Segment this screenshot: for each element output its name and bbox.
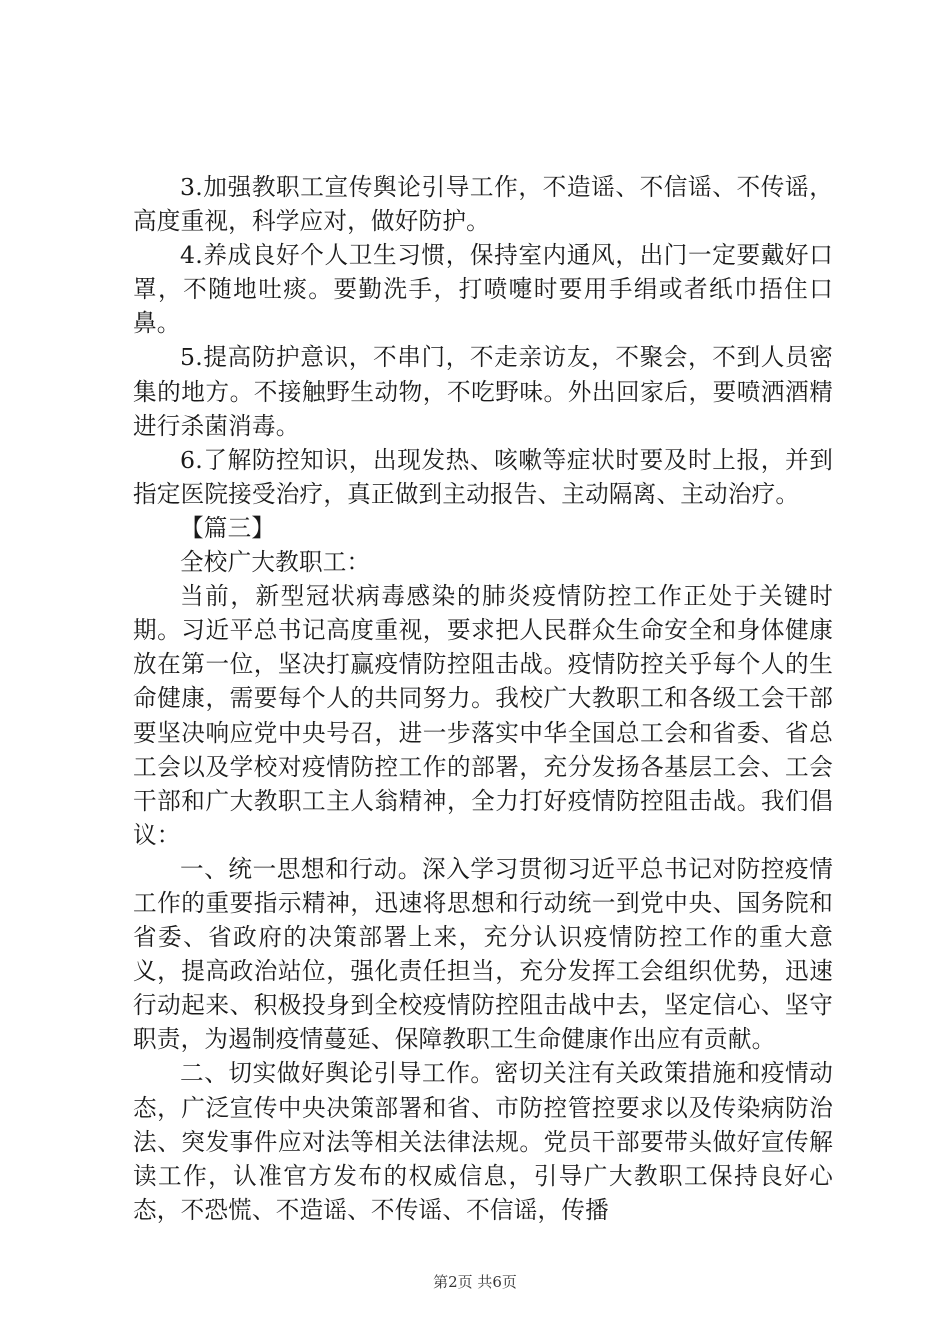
salutation: 全校广大教职工：: [180, 548, 371, 577]
intro-paragraph: 当前，新型冠状病毒感染的肺炎疫情防控工作正处于关键时期。习近平总书记高度重视，要求把人民群众生命安全和身体健康放在第一位，坚决打赢疫情防控阻击战。疫情防控关乎每个人的生命健康，需要每个人的共同努力。我校广大教职工和各级工会干部要坚决响应党中央号召，进一步落实中华全国总工会和省委、省总工会以及学校对疫情防控工作的部署，充分发扬各基层工会、工会干部和广大教职工主人翁精神，全力打好疫情防控阻击战。我们倡议：: [133, 582, 833, 849]
section-heading: 【篇三】: [180, 513, 276, 542]
paragraph-item-6: 6.了解防控知识，出现发热、咳嗽等症状时要及时上报，并到指定医院接受治疗，真正做到主动报告、主动隔离、主动治疗。: [133, 445, 833, 508]
document-body: [133, 170, 833, 1227]
paragraph-item-4: 4.养成良好个人卫生习惯，保持室内通风，出门一定要戴好口罩，不随地吐痰。要勤洗手，打喷嚏时要用手绢或者纸巾捂住口鼻。: [133, 241, 833, 338]
proposal-one-paragraph: 一、统一思想和行动。深入学习贯彻习近平总书记对防控疫情工作的重要指示精神，迅速将思想和行动统一到党中央、国务院和省委、省政府的决策部署上来，充分认识疫情防控工作的重大意义，提高政治站位，强化责任担当，充分发挥工会组织优势，迅速行动起来、积极投身到全校疫情防控阻击战中去，坚定信心、坚守职责，为遏制疫情蔓延、保障教职工生命健康作出应有贡献。: [133, 854, 833, 1054]
paragraph-item-3: 3.加强教职工宣传舆论引导工作，不造谣、不信谣、不传谣，高度重视，科学应对，做好防护。: [133, 173, 833, 236]
page-number-footer: 第2页 共6页: [433, 1273, 517, 1291]
paragraph-item-5: 5.提高防护意识，不串门，不走亲访友，不聚会，不到人员密集的地方。不接触野生动物，不吃野味。外出回家后，要喷洒酒精进行杀菌消毒。: [133, 343, 833, 440]
proposal-two-paragraph: 二、切实做好舆论引导工作。密切关注有关政策措施和疫情动态，广泛宣传中央决策部署和省、市防控管控要求以及传染病防治法、突发事件应对法等相关法律法规。党员干部要带头做好宣传解读工作，认准官方发布的权威信息，引导广大教职工保持良好心态，不恐慌、不造谣、不传谣、不信谣，传播: [133, 1059, 833, 1224]
